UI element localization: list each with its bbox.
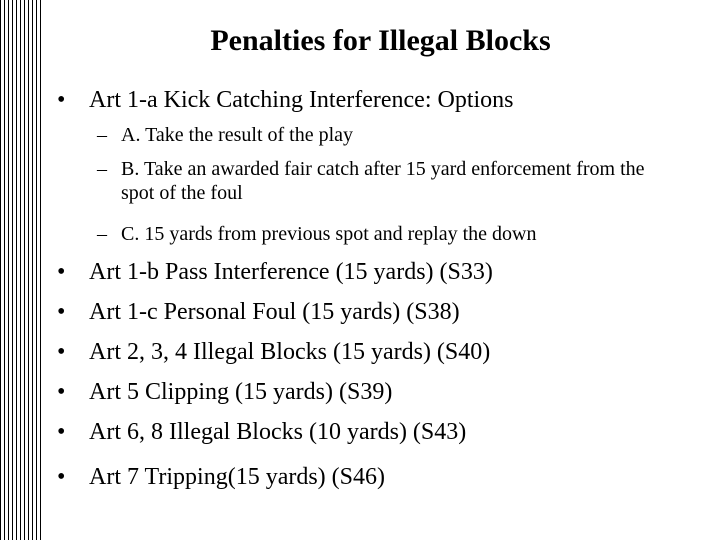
- striped-left-border: [0, 0, 41, 540]
- slide-title: Penalties for Illegal Blocks: [210, 24, 551, 57]
- dash-icon: –: [97, 158, 107, 180]
- sub-bullet-text: A. Take the result of the play: [121, 124, 354, 146]
- dash-icon: –: [97, 223, 107, 245]
- bullet-icon: •: [57, 419, 66, 445]
- sub-bullet-text: B. Take an awarded fair catch after 15 yard enforcement from the spot of the foul: [121, 158, 645, 204]
- dash-icon: –: [97, 124, 107, 146]
- bullet-icon: •: [57, 259, 66, 285]
- bullet-text: Art 7 Tripping(15 yards) (S46): [89, 464, 386, 490]
- bullet-text: Art 1-c Personal Foul (15 yards) (S38): [89, 299, 460, 325]
- bullet-icon: •: [57, 464, 66, 490]
- bullet-icon: •: [57, 299, 66, 325]
- sub-bullet-text: C. 15 yards from previous spot and replay the down: [121, 223, 537, 245]
- bullet-text: Art 1-b Pass Interference (15 yards) (S33): [89, 259, 493, 285]
- bullet-text: Art 1-a Kick Catching Interference: Options: [89, 87, 514, 113]
- bullet-icon: •: [57, 379, 66, 405]
- bullet-text: Art 2, 3, 4 Illegal Blocks (15 yards) (S40): [89, 339, 491, 365]
- bullet-text: Art 5 Clipping (15 yards) (S39): [89, 379, 393, 405]
- bullet-icon: •: [57, 87, 66, 113]
- bullet-icon: •: [57, 339, 66, 365]
- bullet-text: Art 6, 8 Illegal Blocks (10 yards) (S43): [89, 419, 467, 445]
